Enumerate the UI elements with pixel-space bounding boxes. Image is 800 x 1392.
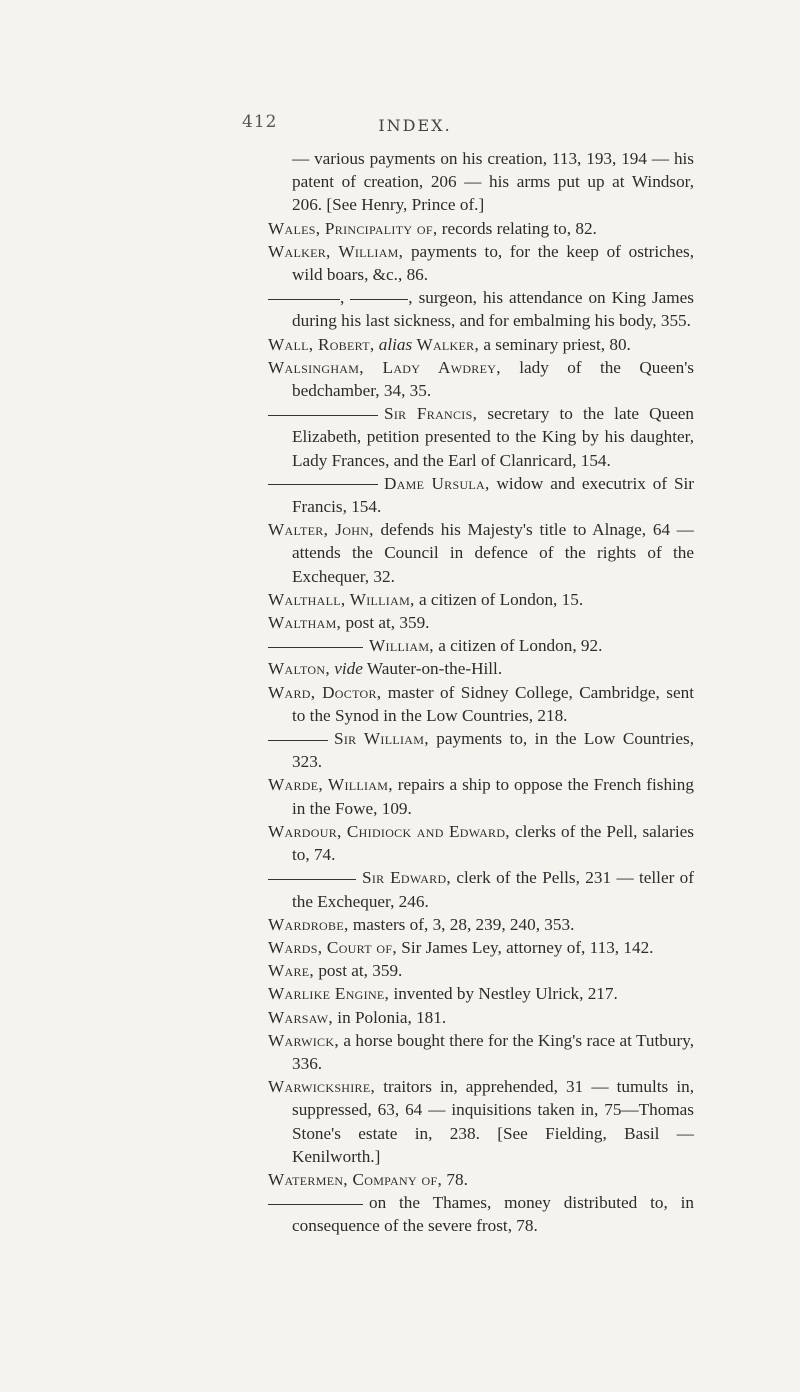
- index-entries: [268, 147, 694, 1238]
- running-head: INDEX.: [378, 116, 452, 135]
- index-entry: Wall, Robert, alias Walker, a seminary priest, 80.: [268, 334, 631, 354]
- index-entry: Walsingham, Lady Awdrey, lady of the Queen's bedchamber, 34, 35.: [268, 357, 694, 401]
- index-entry: Warsaw, in Polonia, 181.: [268, 1007, 447, 1027]
- page-number: 412: [242, 112, 278, 132]
- index-entry: Warwick, a horse bought there for the King's race at Tutbury, 336.: [268, 1030, 694, 1073]
- index-entry: Wardour, Chidiock and Edward, clerks of the Pell, salaries to, 74.: [268, 821, 694, 865]
- index-entry: Walker, William, payments to, for the keep of ostriches, wild boars, &c., 86.: [268, 241, 694, 285]
- index-entry: — various payments on his creation, 113, 193, 194 — his patent of creation, 206 — his arms put up at Windsor, 206. [See Henry, Prince of.]: [292, 149, 694, 215]
- index-entry: Warde, William, repairs a ship to oppose the French fishing in the Fowe, 109.: [268, 775, 694, 818]
- index-entry: Wales, Principality of, records relating to, 82.: [268, 218, 597, 238]
- index-entry: Waltham, post at, 359.: [268, 613, 430, 633]
- index-entry: Sir William, payments to, in the Low Countries, 323.: [268, 727, 694, 773]
- index-entry: Walter, John, defends his Majesty's title to Alnage, 64 — attends the Council in defence of the rights of the Exchequer, 32.: [268, 520, 694, 586]
- index-entry: on the Thames, money distributed to, in consequence of the severe frost, 78.: [268, 1191, 694, 1237]
- index-entry: Sir Edward, clerk of the Pells, 231 — teller of the Exchequer, 246.: [268, 866, 694, 912]
- index-entry: Warwickshire, traitors in, apprehended, 31 — tumults in, suppressed, 63, 64 — inquisitions taken in, 75—Thomas Stone's estate in, 238. [See Fielding, Basil — Kenilworth.]: [268, 1077, 694, 1166]
- index-entry: , , surgeon, his attendance on King James during his last sickness, and for embalming his body, 355.: [268, 286, 694, 332]
- index-entry: Dame Ursula, widow and executrix of Sir Francis, 154.: [268, 472, 694, 518]
- index-entry: Ward, Doctor, master of Sidney College, Cambridge, sent to the Synod in the Low Countries, 218.: [268, 682, 694, 725]
- index-entry: Wards, Court of, Sir James Ley, attorney of, 113, 142.: [268, 937, 654, 957]
- index-entry: William, a citizen of London, 92.: [268, 634, 694, 657]
- index-entry: Warlike Engine, invented by Nestley Ulrick, 217.: [268, 984, 618, 1004]
- index-entry: Wardrobe, masters of, 3, 28, 239, 240, 353.: [268, 914, 575, 934]
- index-entry: Walthall, William, a citizen of London, 15.: [268, 589, 584, 609]
- index-entry: Watermen, Company of, 78.: [268, 1169, 468, 1189]
- index-entry: Sir Francis, secretary to the late Queen Elizabeth, petition presented to the King by his daughter, Lady Frances, and the Earl of Clanricard, 154.: [268, 402, 694, 472]
- index-entry: Ware, post at, 359.: [268, 961, 403, 981]
- index-entry: Walton, vide Wauter-on-the-Hill.: [268, 659, 503, 679]
